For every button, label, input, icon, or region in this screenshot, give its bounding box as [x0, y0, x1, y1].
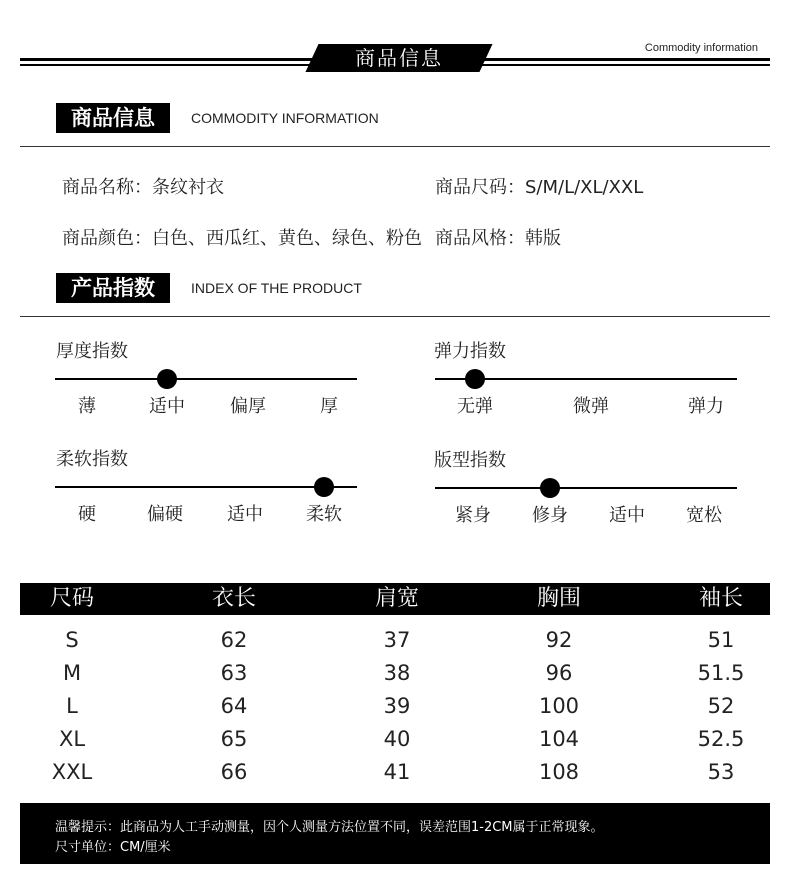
size-table-header-cell: 尺码 [49, 586, 94, 611]
size-table-cell: S [65, 628, 79, 652]
elasticity-index-label: 弹力指数 [434, 341, 506, 362]
fit-option: 宽松 [686, 505, 722, 526]
fit-slider-track [435, 487, 737, 489]
size-table-header-cell: 袖长 [698, 586, 743, 611]
size-table-cell: 40 [383, 727, 411, 751]
banner-subtitle: Commodity information [644, 42, 758, 54]
thickness-slider-track [55, 378, 357, 380]
softness-slider-marker [314, 477, 334, 497]
divider-index [20, 316, 770, 317]
size-table-cell: 37 [383, 628, 411, 652]
size-table-cell: 63 [220, 661, 248, 685]
size-table-cell: M [62, 661, 82, 685]
thickness-option: 偏厚 [230, 396, 266, 417]
size-table-cell: 108 [538, 760, 580, 784]
product-color: 商品颜色：白色、西瓜红、黄色、绿色、粉色 [62, 228, 422, 249]
thickness-slider-marker [157, 369, 177, 389]
size-table-cell: 52 [707, 694, 735, 718]
thickness-option: 厚 [320, 396, 338, 417]
size-table-cell: 51.5 [697, 661, 745, 685]
section-info-subtitle: COMMODITY INFORMATION [191, 110, 379, 126]
size-table-cell: 64 [220, 694, 248, 718]
thickness-index-label: 厚度指数 [56, 341, 128, 362]
softness-option: 硬 [78, 504, 96, 525]
thickness-option: 薄 [78, 396, 96, 417]
size-table-header-cell: 胸围 [536, 586, 581, 611]
section-info-title: 商品信息 [56, 103, 170, 133]
elasticity-option: 微弹 [573, 396, 609, 417]
size-table-cell: 39 [383, 694, 411, 718]
size-table-cell: 51 [707, 628, 735, 652]
product-name: 商品名称：条纹衬衣 [62, 177, 224, 198]
product-style: 商品风格：韩版 [435, 228, 561, 249]
size-table-cell: 53 [707, 760, 735, 784]
fit-option: 修身 [532, 505, 568, 526]
size-table-cell: 96 [545, 661, 573, 685]
size-table-cell: XL [58, 727, 86, 751]
size-table-header [20, 583, 770, 615]
fit-option: 紧身 [455, 505, 491, 526]
size-table-cell: L [66, 694, 78, 718]
size-table-header-cell: 肩宽 [374, 586, 419, 611]
softness-index-label: 柔软指数 [56, 449, 128, 470]
elasticity-slider-marker [465, 369, 485, 389]
size-table-cell: 92 [545, 628, 573, 652]
fit-option: 适中 [609, 505, 645, 526]
size-table-cell: 41 [383, 760, 411, 784]
elasticity-option: 无弹 [457, 396, 493, 417]
fit-index-label: 版型指数 [434, 450, 506, 471]
size-table-cell: 52.5 [697, 727, 745, 751]
divider-info [20, 146, 770, 147]
softness-slider-track [55, 486, 357, 488]
softness-option: 偏硬 [147, 504, 183, 525]
elasticity-option: 弹力 [688, 396, 724, 417]
thickness-option: 适中 [149, 396, 185, 417]
product-size: 商品尺码：S/M/L/XL/XXL [435, 177, 644, 198]
size-table-cell: 66 [220, 760, 248, 784]
size-table-cell: 100 [538, 694, 580, 718]
size-table-cell: 65 [220, 727, 248, 751]
size-table-cell: 38 [383, 661, 411, 685]
measurement-tip: 温馨提示：此商品为人工手动测量，因个人测量方法位置不同，误差范围1-2CM属于正常现象。 [55, 820, 604, 835]
section-index-subtitle: INDEX OF THE PRODUCT [191, 280, 362, 296]
softness-option: 适中 [227, 504, 263, 525]
softness-option: 柔软 [306, 504, 342, 525]
fit-slider-marker [540, 478, 560, 498]
section-index-title: 产品指数 [56, 273, 170, 303]
banner-title: 商品信息 [355, 46, 443, 70]
size-unit-note: 尺寸单位：CM/厘米 [55, 840, 171, 855]
size-table-cell: 104 [538, 727, 580, 751]
size-table-cell: 62 [220, 628, 248, 652]
size-table-header-cell: 衣长 [211, 586, 256, 611]
size-table-cell: XXL [51, 760, 93, 784]
